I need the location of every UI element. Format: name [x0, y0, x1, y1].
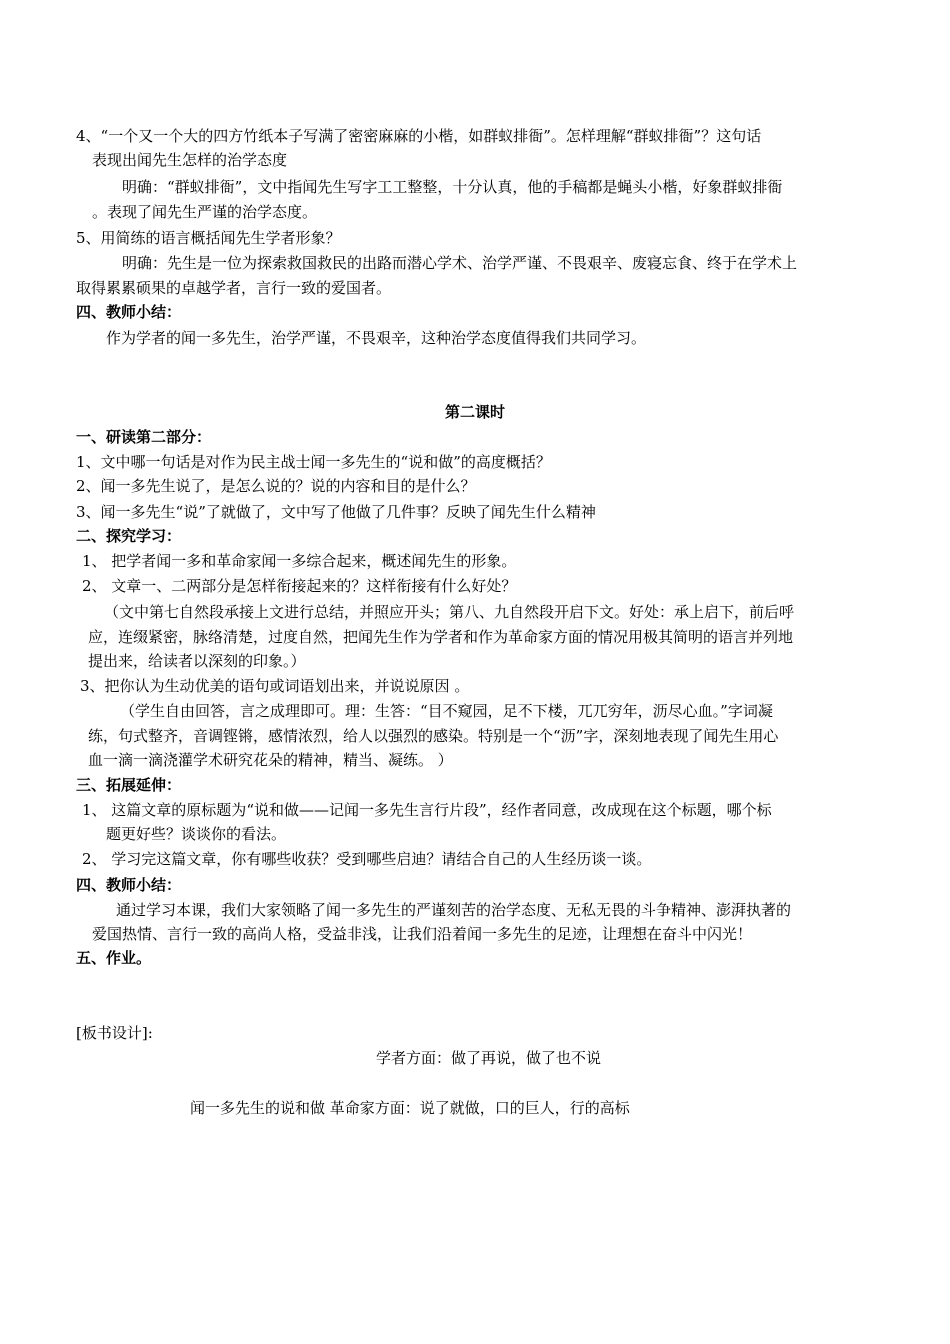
section-2-answer-2-line-3: 提出来，给读者以深刻的印象。）	[88, 652, 306, 670]
section-4-text-line-1: 通过学习本课，我们大家领略了闻一多先生的严谨刻苦的治学态度、无私无畏的斗争精神、澎湃执著的	[116, 901, 792, 919]
section-2-heading: 二、探究学习：	[76, 527, 182, 545]
question-5: 5、用简练的语言概括闻先生学者形象？	[76, 229, 341, 247]
teacher-summary-text: 作为学者的闻一多先生，治学严谨，不畏艰辛，这种治学态度值得我们共同学习。	[106, 329, 647, 347]
section-3-heading: 三、拓展延伸：	[76, 776, 182, 794]
teacher-summary-heading: 四、教师小结：	[76, 303, 182, 321]
section-2-answer-3-line-1: （学生自由回答，言之成理即可。理：生答：“目不窥园，足不下楼，兀兀穷年，沥尽心血。”字词凝	[120, 702, 773, 720]
answer-5-line-1: 明确：先生是一位为探索救国救民的出路而潜心学术、治学严谨、不畏艰辛、废寝忘食、终于在学术上	[122, 254, 798, 272]
section-2-question-2: 2、 文章一、二两部分是怎样衔接起来的？这样衔接有什么好处？	[82, 577, 517, 595]
answer-4-line-2: 。表现了闻先生严谨的治学态度。	[92, 203, 318, 221]
section-2-question-3: 3、把你认为生动优美的语句或词语划出来，并说说原因 。	[80, 677, 470, 695]
section-5-heading: 五、作业。	[76, 949, 152, 967]
section-3-question-2: 2、 学习完这篇文章，你有哪些收获？受到哪些启迪？请结合自己的人生经历谈一谈。	[82, 850, 652, 868]
answer-4-line-1: 明确：“群蚁排衙”，文中指闻先生写字工工整整，十分认真，他的手稿都是蝇头小楷，好象群蚁排衙	[122, 178, 783, 196]
section-2-answer-3-line-2: 练，句式整齐，音调铿锵，感情浓烈，给人以强烈的感染。特别是一个“沥”字，深刻地表现了闻先生用心	[88, 727, 779, 745]
section-3-question-1-line-1: 1、 这篇文章的原标题为“说和做——记闻一多先生言行片段”，经作者同意，改成现在这个标题，哪个标	[82, 801, 772, 819]
section-4-heading: 四、教师小结：	[76, 876, 182, 894]
board-scholar-line: 学者方面：做了再说，做了也不说	[376, 1049, 602, 1067]
question-4-line-1: 4、“一个又一个大的四方竹纸本子写满了密密麻麻的小楷，如群蚁排衙”。怎样理解“群蚁排衙”？这句话	[76, 127, 762, 145]
lesson-title: 第二课时	[444, 403, 505, 421]
section-2-answer-3-line-3: 血一滴一滴浇灌学术研究花朵的精神，精当、凝练。 ）	[88, 751, 453, 769]
answer-5-line-2: 取得累累硕果的卓越学者，言行一致的爱国者。	[76, 279, 392, 297]
section-1-heading: 一、研读第二部分：	[76, 428, 212, 446]
section-3-question-1-line-2: 题更好些？谈谈你的看法。	[106, 825, 287, 843]
section-4-text-line-2: 爱国热情、言行一致的高尚人格，受益非浅，让我们沿着闻一多先生的足迹，让理想在奋斗中闪光！	[92, 925, 753, 943]
section-1-question-2: 2、闻一多先生说了，是怎么说的？说的内容和目的是什么？	[76, 477, 476, 495]
section-2-answer-2-line-1: （文中第七自然段承接上文进行总结，并照应开头；第八、九自然段开启下文。好处：承上启下，前后呼	[104, 603, 795, 621]
section-1-question-3: 3、闻一多先生“说”了就做了，文中写了他做了几件事？反映了闻先生什么精神	[76, 503, 596, 521]
board-main-line: 闻一多先生的说和做 革命家方面：说了就做，口的巨人，行的高标	[190, 1099, 630, 1117]
section-2-answer-2-line-2: 应，连缀紧密，脉络清楚，过度自然，把闻先生作为学者和作为革命家方面的情况用极其简明的语言并列地	[88, 628, 794, 646]
section-1-question-1: 1、文中哪一句话是对作为民主战士闻一多先生的“说和做”的高度概括？	[76, 453, 551, 471]
board-design-label: [板书设计]:	[76, 1024, 153, 1042]
section-2-question-1: 1、 把学者闻一多和革命家闻一多综合起来，概述闻先生的形象。	[82, 552, 517, 570]
question-4-line-2: 表现出闻先生怎样的治学态度	[92, 151, 288, 169]
